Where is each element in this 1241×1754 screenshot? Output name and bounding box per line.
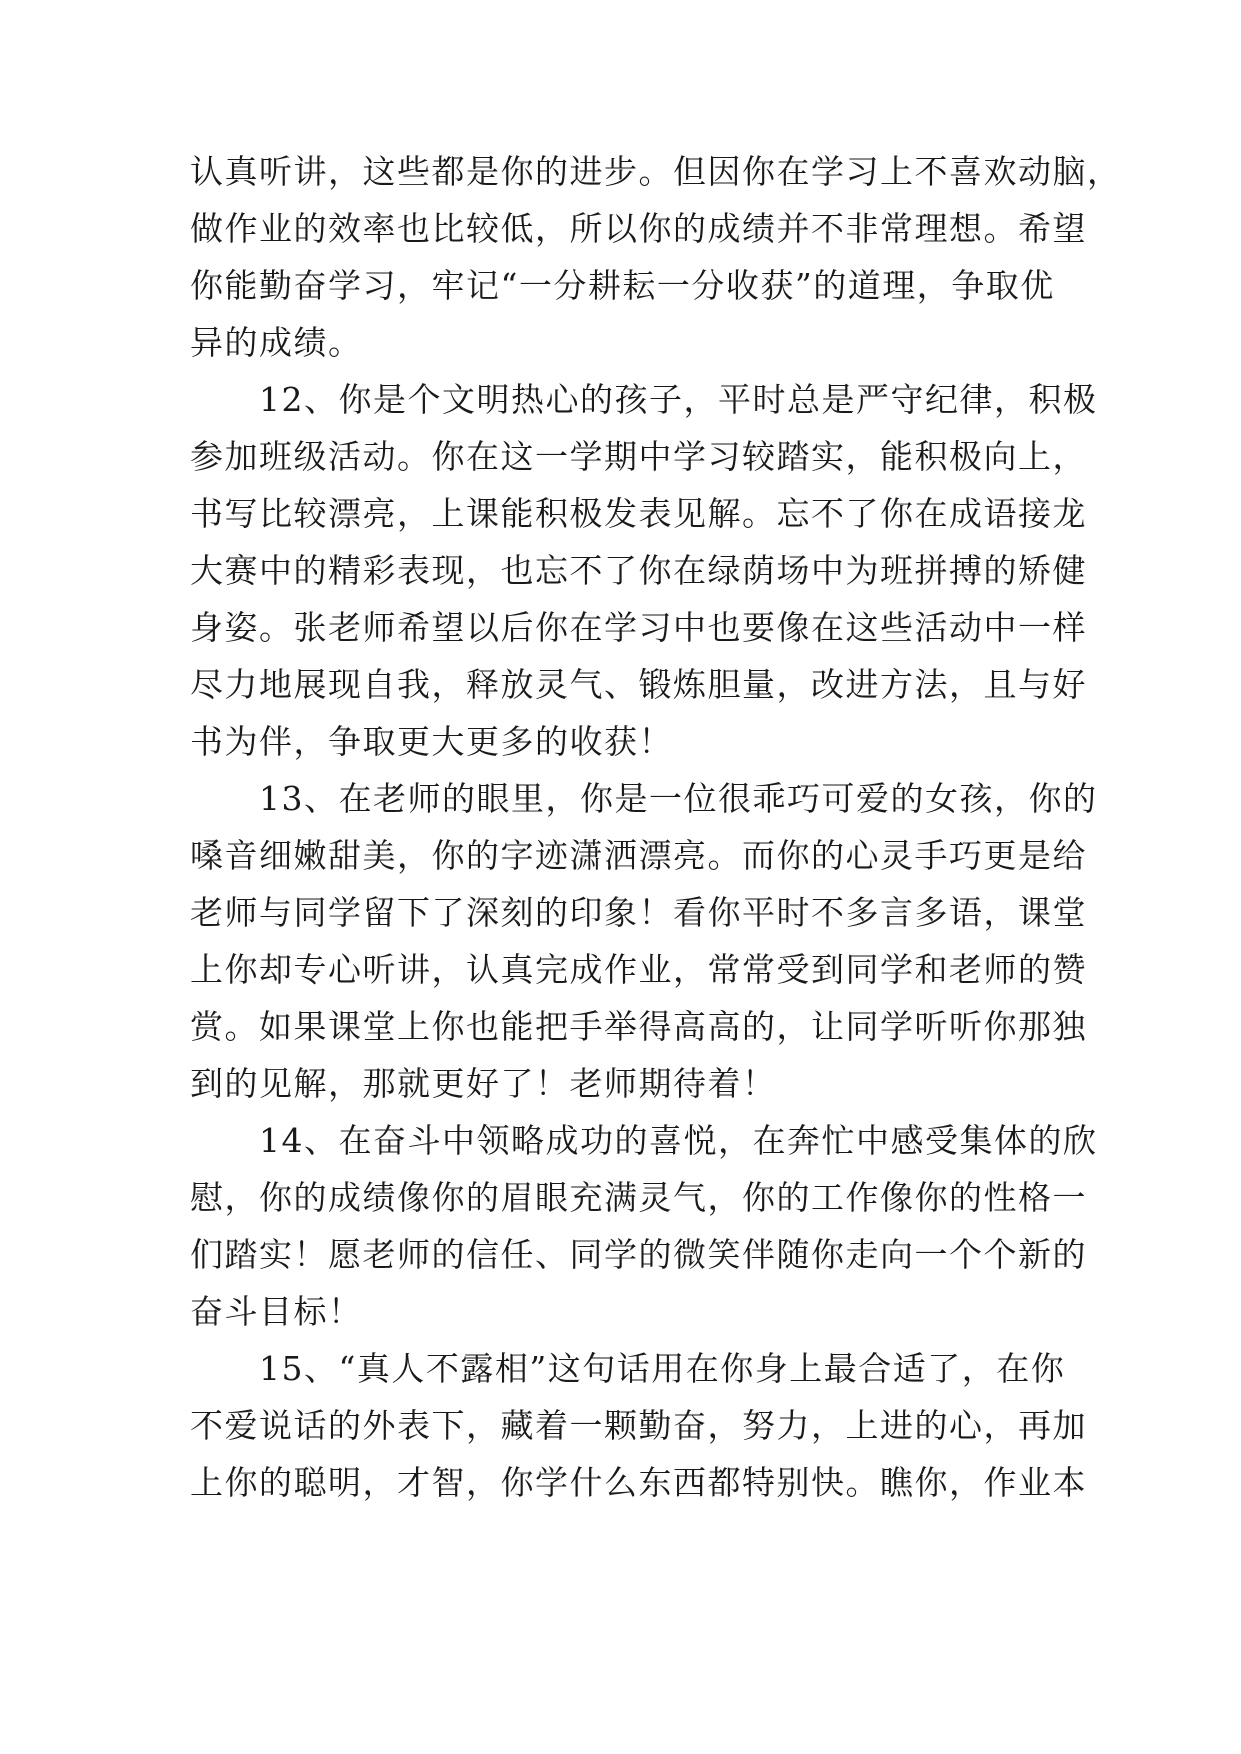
text-line: 赏。如果课堂上你也能把手举得高高的，让同学听听你那独 [190,1007,1087,1046]
text-line: 不爱说话的外表下，藏着一颗勤奋，努力，上进的心，再加 [190,1406,1087,1445]
text-line: 做作业的效率也比较低，所以你的成绩并不非常理想。希望 [190,209,1087,248]
text-line: 身姿。张老师希望以后你在学习中也要像在这些活动中一样 [190,608,1087,647]
text-line: 14、在奋斗中领略成功的喜悦，在奔忙中感受集体的欣 [190,1121,1098,1160]
text-line: 大赛中的精彩表现，也忘不了你在绿荫场中为班拼搏的矫健 [190,551,1087,590]
text-line: 上你的聪明，才智，你学什么东西都特别快。瞧你，作业本 [190,1463,1087,1502]
text-line: 书写比较漂亮，上课能积极发表见解。忘不了你在成语接龙 [190,494,1087,533]
text-line: 上你却专心听讲，认真完成作业，常常受到同学和老师的赞 [190,950,1087,989]
text-line: 12、你是个文明热心的孩子，平时总是严守纪律，积极 [190,380,1098,419]
text-line: 你能勤奋学习，牢记“一分耕耘一分收获”的道理，争取优 [190,266,1055,305]
text-line: 15、“真人不露相”这句话用在你身上最合适了，在你 [190,1349,1066,1388]
text-line: 书为伴，争取更大更多的收获！ [190,722,673,761]
text-line: 13、在老师的眼里，你是一位很乖巧可爱的女孩，你的 [190,779,1098,818]
text-line: 嗓音细嫩甜美，你的字迹潇洒漂亮。而你的心灵手巧更是给 [190,836,1087,875]
text-line: 慰，你的成绩像你的眉眼充满灵气，你的工作像你的性格一 [190,1178,1087,1217]
text-line: 尽力地展现自我，释放灵气、锻炼胆量，改进方法，且与好 [190,665,1087,704]
text-line: 异的成绩。 [190,323,363,362]
text-line: 老师与同学留下了深刻的印象！看你平时不多言多语，课堂 [190,893,1087,932]
text-line: 认真听讲，这些都是你的进步。但因你在学习上不喜欢动脑， [190,152,1122,191]
text-line: 参加班级活动。你在这一学期中学习较踏实，能积极向上， [190,437,1087,476]
text-line: 们踏实！愿老师的信任、同学的微笑伴随你走向一个个新的 [190,1235,1087,1274]
text-line: 奋斗目标！ [190,1292,363,1331]
text-line: 到的见解，那就更好了！老师期待着！ [190,1064,777,1103]
